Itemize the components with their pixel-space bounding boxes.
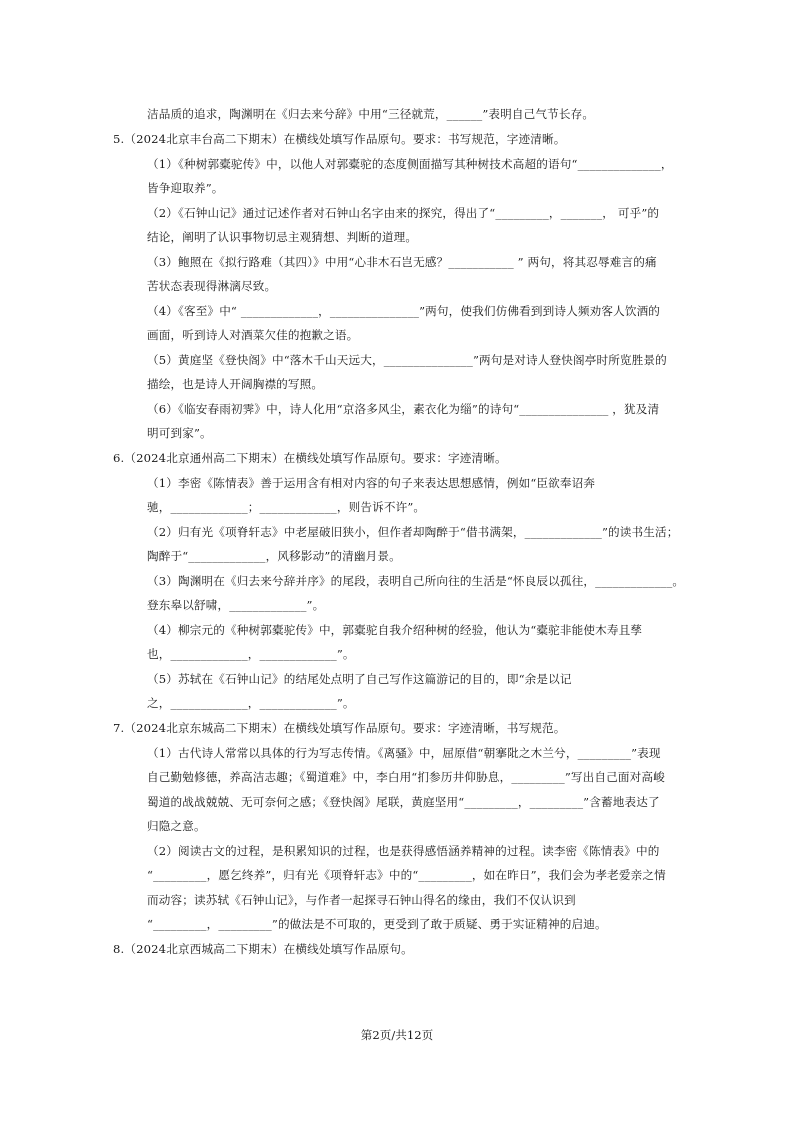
text-line: 陶醉于“_____________，风移影动”的清幽月景。 bbox=[147, 549, 401, 563]
question-5-item-1: （1）《种树郭橐驼传》中，以他人对郭橐驼的态度侧面描写其种树技术高超的语句“______________， bbox=[147, 157, 673, 171]
question-6-item-1: （1）李密《陈情表》善于运用含有相对内容的句子来表达思想感情，例如“臣欲奉诏奔 bbox=[147, 476, 596, 490]
text-line: “_________，_________”的做法是不可取的，更受到了敢于质疑、勇于实证精神的启迪。 bbox=[147, 917, 607, 931]
text-line: 之，_____________，_____________”。 bbox=[147, 696, 355, 710]
page-footer: 第2页/共12页 bbox=[360, 1028, 434, 1042]
text-line: 登东皋以舒啸，_____________”。 bbox=[147, 598, 325, 612]
text-line: 蜀道的战战兢兢、无可奈何之感；《登快阁》尾联，黄庭坚用“_________，_________”含蓄地表达了 bbox=[147, 795, 660, 809]
question-6-heading: 6.（2024北京通州高二下期末）在横线处填写作品原句。要求：字迹清晰。 bbox=[113, 451, 507, 465]
question-5-item-3: （3）鲍照在《拟行路难（其四）》中用“心非木石岂无感？___________ ” 两句，将其忍辱难言的痛 bbox=[147, 255, 657, 269]
text-line: 结论，阐明了认识事物切忌主观猜想、判断的道理。 bbox=[147, 230, 418, 244]
text-line: 而动容；读苏轼《石钟山记》，与作者一起探寻石钟山得名的缘由，我们不仅认识到 bbox=[147, 893, 576, 907]
text-line: “_________，愿乞终养”，归有光《项脊轩志》中的“_________，如在昨日”，我们会为孝老爱亲之情 bbox=[147, 868, 666, 882]
text-line: 画面，听到诗人对酒菜欠佳的抱歉之语。 bbox=[147, 328, 359, 342]
question-6-item-3: （3）陶渊明在《归去来兮辞并序》的尾段，表明自己所向往的生活是“怀良辰以孤往，_____________。 bbox=[147, 574, 685, 588]
question-5-heading: 5.（2024北京丰台高二下期末）在横线处填写作品原句。要求：书写规范，字迹清晰。 bbox=[113, 132, 566, 146]
question-5-item-4: （4）《客至》中“ _____________，_______________”两句，使我们仿佛看到到诗人频劝客人饮酒的 bbox=[147, 304, 661, 318]
text-line: 自己勤勉修德，养高洁志趣；《蜀道难》中，李白用“扪参历井仰胁息，_________”写出自己面对高峻 bbox=[147, 770, 665, 784]
question-8-heading: 8.（2024北京西城高二下期末）在横线处填写作品原句。 bbox=[113, 942, 413, 956]
question-5-item-2: （2）《石钟山记》通过记述作者对石钟山名字由来的探究，得出了“_________，_______， 可乎”的 bbox=[147, 206, 660, 220]
text-line: 苦状态表现得淋漓尽致。 bbox=[147, 279, 277, 293]
question-7-item-1: （1）古代诗人常常以具体的行为写志传情。《离骚》中，屈原借“朝搴阰之木兰兮，_________”表现 bbox=[147, 746, 661, 760]
question-5-item-6: （6）《临安春雨初霁》中，诗人化用“京洛多风尘，素衣化为缁”的诗句“_______________ ，犹及清 bbox=[147, 402, 660, 416]
text-line: 皆争迎取养”。 bbox=[147, 181, 224, 195]
question-6-item-5: （5）苏轼在《石钟山记》的结尾处点明了自己写作这篇游记的目的，即“余是以记 bbox=[147, 672, 572, 686]
text-line: 洁品质的追求，陶渊明在《归去来兮辞》中用“三径就荒，______”表明自己气节长存。 bbox=[147, 107, 595, 121]
question-5-item-5: （5）黄庭坚《登快阁》中“落木千山天远大，_______________”两句是对诗人登快阁亭时所览胜景的 bbox=[147, 353, 667, 367]
text-line: 归隐之意。 bbox=[147, 819, 206, 833]
question-6-item-2: （2）归有光《项脊轩志》中老屋破旧狭小，但作者却陶醉于“借书满架，_____________”的读书生活； bbox=[147, 525, 679, 539]
text-line: 描绘，也是诗人开阔胸襟的写照。 bbox=[147, 377, 324, 391]
text-line: 驰，_____________；_____________，则告诉不许”。 bbox=[147, 500, 426, 514]
text-line: 明可到家”。 bbox=[147, 426, 212, 440]
text-line: 也，_____________，_____________”。 bbox=[147, 647, 355, 661]
question-7-heading: 7.（2024北京东城高二下期末）在横线处填写作品原句。要求：字迹清晰，书写规范。 bbox=[113, 721, 566, 735]
question-7-item-2: （2）阅读古文的过程，是积累知识的过程，也是获得感悟涵养精神的过程。读李密《陈情表》中的 bbox=[147, 844, 660, 858]
question-6-item-4: （4）柳宗元的《种树郭橐驼传》中，郭橐驼自我介绍种树的经验，他认为“橐驼非能使木寿且孳 bbox=[147, 623, 643, 637]
